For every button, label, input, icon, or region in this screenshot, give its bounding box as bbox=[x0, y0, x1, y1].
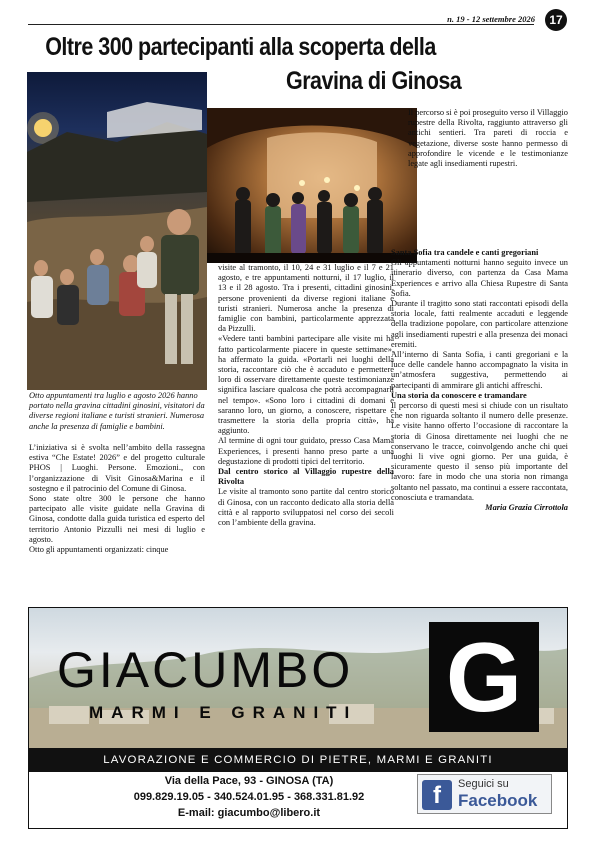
headline-line-2: Gravina di Ginosa bbox=[286, 67, 462, 95]
photo-gravina-visitors bbox=[27, 72, 207, 390]
paragraph: visite al tramonto, il 10, 24 e 31 luglio e il 7 e 21 agosto, e tre appuntamenti notturni, il 17 luglio, il 13 e il 28 agosto. Tra i presenti, cittadini ginosini, persone provenienti da diverse regioni italiane e turisti stranieri. Numerosa anche la presenza di famiglie con bambini, particolarmente apprezzata da Pizzulli. bbox=[218, 263, 394, 334]
article-column-3 bbox=[391, 248, 568, 513]
paragraph: Il percorso si è poi proseguito verso il Villaggio rupestre della Rivolta, raggiunto attraverso gli antichi sentieri. Tra pareti di roccia e vegetazione, diverse soste hanno permesso di approfondire le vicende e le testimonianze legate agli insediamenti rupestri. bbox=[408, 108, 568, 169]
facebook-follow-text: Seguici su bbox=[458, 778, 509, 790]
paragraph: Il percorso di questi mesi si chiude con un risultato che non riguarda soltanto il numero delle presenze. Le visite hanno offerto l’occasione di raccontare la storia di Ginosa direttamente nei luoghi che ne conservano le tracce, coinvolgendo anche chi quei luoghi li vive ogni giorno. Per una guida, è sicuramente questo il senso più importante del lavoro: fare in modo che una storia non rimanga soltanto nel passato, ma continui a essere raccontata, conosciuta e tramandata. bbox=[391, 401, 568, 502]
subheading: Dal centro storico al Villaggio rupestre della Rivolta bbox=[218, 467, 394, 487]
ad-contact-block bbox=[99, 773, 399, 821]
headline-line-1: Oltre 300 partecipanti alla scoperta della bbox=[45, 33, 436, 61]
article-column-2 bbox=[218, 263, 394, 528]
paragraph: Gli appuntamenti notturni hanno seguito invece un itinerario diverso, con partenza da Casa Mama Experiences e arrivo alla Chiesa Rupestre di Santa Sofia. bbox=[391, 258, 568, 298]
ad-email: E-mail: giacumbo@libero.it bbox=[177, 807, 321, 819]
paragraph: «Vedere tanti bambini partecipare alle visite mi ha fatto particolarmente piacere in queste settimane», ha affermato la guida. «Portarli nei luoghi della storia, raccontare ciò che è accaduto e permettere loro di osservare direttamente queste testimonianze significa lasciare qualcosa che potrà accompagnarli nel tempo». «Sono loro i cittadini di domani e saranno loro, un giorno, a conoscere, rispettare e trasmettere la storia della propria città», ha aggiunto. bbox=[218, 334, 394, 436]
article-column-1 bbox=[29, 443, 205, 555]
photo-santa-sofia-illustration bbox=[207, 108, 417, 263]
paragraph: Al termine di ogni tour guidato, presso Casa Mama Experiences, i presenti hanno preso parte a una degustazione di prodotti tipici del territorio. bbox=[218, 436, 394, 466]
ad-services-strip: LAVORAZIONE E COMMERCIO DI PIETRE, MARMI E GRANITI bbox=[29, 748, 567, 772]
header-rule bbox=[28, 24, 534, 25]
photo-caption: Otto appuntamenti tra luglio e agosto 2026 hanno portato nella gravina cittadini ginosini, visitatori da diverse regioni italiane e turisti stranieri. Numerosa anche la presenza di famiglie e bambini. bbox=[29, 391, 205, 431]
subheading: Una storia da conoscere e tramandare bbox=[391, 390, 527, 400]
paragraph: L’iniziativa si è svolta nell’ambito della rassegna estiva “Che Estate! 2026” e del progetto culturale PHOS | Luoghi. Persone. Emozioni., con l’organizzazione di Visit Ginosa&Marina e il sostegno e il patrocinio del Comune di Ginosa. bbox=[29, 443, 205, 493]
ad-address: Via della Pace, 93 - GINOSA (TA) bbox=[164, 775, 334, 787]
ad-tagline: MARMI E GRANITI bbox=[89, 703, 358, 722]
paragraph: Sono state oltre 300 le persone che hanno partecipato alle visite guidate nella Gravina di Ginosa, condotte dalla guida turistica ed esperto del territorio Antonio Pizzulli nei mesi di luglio e agosto. bbox=[29, 494, 205, 544]
ad-brand-name: GIACUMBO bbox=[57, 642, 354, 698]
issue-date: n. 19 - 12 settembre 2026 bbox=[447, 14, 535, 24]
ad-logo-letter: G bbox=[445, 622, 523, 732]
subheading: Santa Sofia tra candele e canti gregoriani bbox=[391, 248, 539, 257]
paragraph: Le visite al tramonto sono partite dal centro storico di Ginosa, con un racconto dedicato alla storia della città e al rapporto sviluppatosi nel corso dei secoli con l’ambiente della gravina. bbox=[218, 487, 394, 528]
ad-logo bbox=[429, 622, 539, 732]
author-signature: Maria Grazia Cirrottola bbox=[485, 503, 568, 513]
ad-phones: 099.829.19.05 - 340.524.01.95 - 368.331.81.92 bbox=[133, 791, 365, 803]
page-number: 17 bbox=[545, 9, 567, 31]
facebook-label: Facebook bbox=[458, 791, 538, 810]
article-column-3-top bbox=[408, 108, 568, 169]
facebook-icon: f bbox=[422, 780, 452, 810]
paragraph: Durante il tragitto sono stati raccontati episodi della storia locale, fatti realmente accaduti e leggende della tradizione popolare, con particolare attenzione agli insediamenti rupestri e alla presenza dei monaci eremiti. bbox=[391, 299, 568, 349]
paragraph: Otto gli appuntamenti organizzati: cinque bbox=[29, 545, 169, 555]
photo-gravina-visitors-illustration bbox=[27, 72, 207, 390]
photo-santa-sofia-interior bbox=[207, 108, 417, 263]
facebook-badge[interactable] bbox=[417, 774, 552, 814]
paragraph: All’interno di Santa Sofia, i canti gregoriani e la luce delle candele hanno accompagnato la visita in un’atmosfera suggestiva, permettendo ai partecipanti di ammirare gli antichi affreschi. bbox=[391, 350, 568, 390]
advertisement-giacumbo bbox=[28, 607, 568, 829]
